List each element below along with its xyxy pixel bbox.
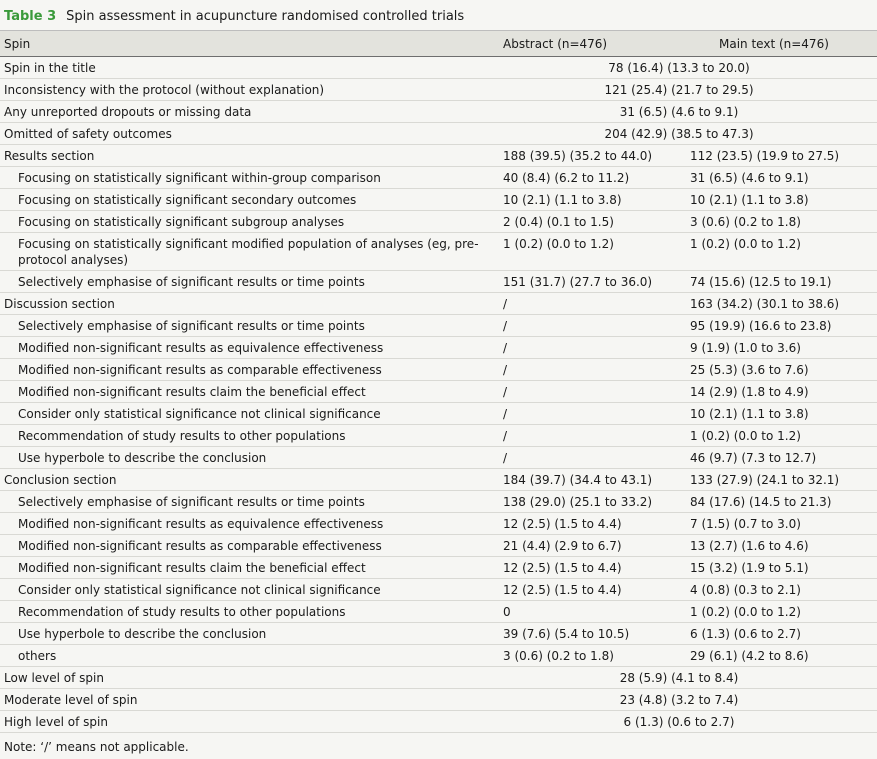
table-row xyxy=(0,57,877,79)
cell-abstract: / xyxy=(503,425,690,447)
table-row xyxy=(0,293,877,315)
row-label: Selectively emphasise of significant results or time points xyxy=(0,271,503,293)
column-header-abstract: Abstract (n=476) xyxy=(503,37,608,51)
cell-combined-value: 6 (1.3) (0.6 to 2.7) xyxy=(623,715,735,730)
cell-abstract: 39 (7.6) (5.4 to 10.5) xyxy=(503,623,690,645)
cell-main-text: 1 (0.2) (0.0 to 1.2) xyxy=(690,425,877,447)
row-label: Results section xyxy=(0,145,503,167)
cell-main-text: 1 (0.2) (0.0 to 1.2) xyxy=(690,601,877,623)
table-row xyxy=(0,189,877,211)
cell-abstract: / xyxy=(503,315,690,337)
cell-main-text: 14 (2.9) (1.8 to 4.9) xyxy=(690,381,877,403)
row-label: others xyxy=(0,645,503,667)
cell-abstract: 10 (2.1) (1.1 to 3.8) xyxy=(503,189,690,211)
cell-combined xyxy=(503,667,877,689)
cell-main-text: 15 (3.2) (1.9 to 5.1) xyxy=(690,557,877,579)
table-row xyxy=(0,667,877,689)
row-label: Modified non-significant results as comparable effectiveness xyxy=(0,535,503,557)
spin-table xyxy=(0,57,877,733)
cell-abstract: 2 (0.4) (0.1 to 1.5) xyxy=(503,211,690,233)
row-label: Modified non-significant results claim the beneficial effect xyxy=(0,557,503,579)
column-header-spin: Spin xyxy=(4,37,31,51)
table-row xyxy=(0,315,877,337)
cell-main-text: 112 (23.5) (19.9 to 27.5) xyxy=(690,145,877,167)
cell-main-text: 133 (27.9) (24.1 to 32.1) xyxy=(690,469,877,491)
cell-abstract: 151 (31.7) (27.7 to 36.0) xyxy=(503,271,690,293)
table-row xyxy=(0,337,877,359)
table-row xyxy=(0,689,877,711)
cell-abstract: / xyxy=(503,293,690,315)
cell-main-text: 9 (1.9) (1.0 to 3.6) xyxy=(690,337,877,359)
table-row xyxy=(0,211,877,233)
table-number: Table 3 xyxy=(4,9,57,24)
cell-combined-value: 31 (6.5) (4.6 to 9.1) xyxy=(619,105,739,120)
cell-abstract: 0 xyxy=(503,601,690,623)
cell-abstract: / xyxy=(503,403,690,425)
cell-combined-value: 28 (5.9) (4.1 to 8.4) xyxy=(619,671,739,686)
table-row xyxy=(0,145,877,167)
cell-main-text: 4 (0.8) (0.3 to 2.1) xyxy=(690,579,877,601)
table-row xyxy=(0,513,877,535)
cell-combined-value: 121 (25.4) (21.7 to 29.5) xyxy=(604,83,754,98)
row-label: Recommendation of study results to other populations xyxy=(0,425,503,447)
cell-combined xyxy=(503,711,877,733)
cell-combined xyxy=(503,57,877,79)
table-row xyxy=(0,711,877,733)
row-label: Low level of spin xyxy=(0,667,503,689)
cell-main-text: 25 (5.3) (3.6 to 7.6) xyxy=(690,359,877,381)
cell-abstract: 21 (4.4) (2.9 to 6.7) xyxy=(503,535,690,557)
column-header-main-text: Main text (n=476) xyxy=(719,37,829,51)
table-body xyxy=(0,57,877,733)
table-row xyxy=(0,359,877,381)
cell-main-text: 31 (6.5) (4.6 to 9.1) xyxy=(690,167,877,189)
table-row xyxy=(0,601,877,623)
cell-abstract: 12 (2.5) (1.5 to 4.4) xyxy=(503,579,690,601)
row-label: Selectively emphasise of significant results or time points xyxy=(0,491,503,513)
table-row xyxy=(0,101,877,123)
cell-main-text: 84 (17.6) (14.5 to 21.3) xyxy=(690,491,877,513)
cell-abstract: 138 (29.0) (25.1 to 33.2) xyxy=(503,491,690,513)
cell-abstract: 3 (0.6) (0.2 to 1.8) xyxy=(503,645,690,667)
row-label: Spin in the title xyxy=(0,57,503,79)
cell-combined xyxy=(503,101,877,123)
row-label: Discussion section xyxy=(0,293,503,315)
cell-main-text: 6 (1.3) (0.6 to 2.7) xyxy=(690,623,877,645)
cell-main-text: 1 (0.2) (0.0 to 1.2) xyxy=(690,233,877,271)
table-row xyxy=(0,535,877,557)
cell-main-text: 163 (34.2) (30.1 to 38.6) xyxy=(690,293,877,315)
table-row xyxy=(0,233,877,271)
table-row xyxy=(0,447,877,469)
table-row xyxy=(0,469,877,491)
row-label: Conclusion section xyxy=(0,469,503,491)
cell-combined-value: 23 (4.8) (3.2 to 7.4) xyxy=(619,693,739,708)
cell-combined xyxy=(503,79,877,101)
table-row xyxy=(0,79,877,101)
row-label: Use hyperbole to describe the conclusion xyxy=(0,447,503,469)
cell-combined-value: 78 (16.4) (13.3 to 20.0) xyxy=(608,61,750,75)
row-label: Omitted of safety outcomes xyxy=(0,123,503,145)
cell-main-text: 95 (19.9) (16.6 to 23.8) xyxy=(690,315,877,337)
cell-main-text: 10 (2.1) (1.1 to 3.8) xyxy=(690,403,877,425)
row-label: Inconsistency with the protocol (without explanation) xyxy=(0,79,503,101)
row-label: Any unreported dropouts or missing data xyxy=(0,101,503,123)
row-label: Modified non-significant results as comparable effectiveness xyxy=(0,359,503,381)
row-label: High level of spin xyxy=(0,711,503,733)
table-note: Note: ‘/’ means not applicable. xyxy=(4,740,189,755)
table-row xyxy=(0,491,877,513)
row-label: Recommendation of study results to other populations xyxy=(0,601,503,623)
cell-abstract: 12 (2.5) (1.5 to 4.4) xyxy=(503,513,690,535)
row-label: Selectively emphasise of significant results or time points xyxy=(0,315,503,337)
row-label: Consider only statistical significance not clinical significance xyxy=(0,403,503,425)
table-row xyxy=(0,403,877,425)
cell-combined xyxy=(503,689,877,711)
cell-abstract: / xyxy=(503,381,690,403)
cell-abstract: 188 (39.5) (35.2 to 44.0) xyxy=(503,145,690,167)
table-header xyxy=(0,31,877,57)
row-label: Consider only statistical significance not clinical significance xyxy=(0,579,503,601)
cell-abstract: / xyxy=(503,447,690,469)
row-label: Moderate level of spin xyxy=(0,689,503,711)
row-label: Focusing on statistically significant modified population of analyses (eg, pre-protocol analyses) xyxy=(0,233,503,271)
row-label: Modified non-significant results claim the beneficial effect xyxy=(0,381,503,403)
table-row xyxy=(0,123,877,145)
table-row xyxy=(0,271,877,293)
cell-main-text: 10 (2.1) (1.1 to 3.8) xyxy=(690,189,877,211)
row-label: Focusing on statistically significant secondary outcomes xyxy=(0,189,503,211)
table-row xyxy=(0,167,877,189)
cell-main-text: 7 (1.5) (0.7 to 3.0) xyxy=(690,513,877,535)
table-row xyxy=(0,645,877,667)
table-row xyxy=(0,425,877,447)
row-label: Use hyperbole to describe the conclusion xyxy=(0,623,503,645)
row-label: Modified non-significant results as equivalence effectiveness xyxy=(0,337,503,359)
cell-abstract: 12 (2.5) (1.5 to 4.4) xyxy=(503,557,690,579)
table-title: Spin assessment in acupuncture randomised controlled trials xyxy=(66,9,465,24)
row-label: Focusing on statistically significant subgroup analyses xyxy=(0,211,503,233)
cell-main-text: 13 (2.7) (1.6 to 4.6) xyxy=(690,535,877,557)
table-row xyxy=(0,623,877,645)
cell-abstract: / xyxy=(503,359,690,381)
cell-abstract: 1 (0.2) (0.0 to 1.2) xyxy=(503,233,690,271)
row-label: Modified non-significant results as equivalence effectiveness xyxy=(0,513,503,535)
table-caption xyxy=(0,0,877,31)
cell-main-text: 3 (0.6) (0.2 to 1.8) xyxy=(690,211,877,233)
cell-main-text: 74 (15.6) (12.5 to 19.1) xyxy=(690,271,877,293)
cell-combined-value: 204 (42.9) (38.5 to 47.3) xyxy=(604,127,754,142)
cell-combined xyxy=(503,123,877,145)
cell-abstract: 40 (8.4) (6.2 to 11.2) xyxy=(503,167,690,189)
cell-main-text: 46 (9.7) (7.3 to 12.7) xyxy=(690,447,877,469)
cell-main-text: 29 (6.1) (4.2 to 8.6) xyxy=(690,645,877,667)
cell-abstract: / xyxy=(503,337,690,359)
table-row xyxy=(0,557,877,579)
row-label: Focusing on statistically significant within-group comparison xyxy=(0,167,503,189)
table-row xyxy=(0,579,877,601)
cell-abstract: 184 (39.7) (34.4 to 43.1) xyxy=(503,469,690,491)
table-row xyxy=(0,381,877,403)
